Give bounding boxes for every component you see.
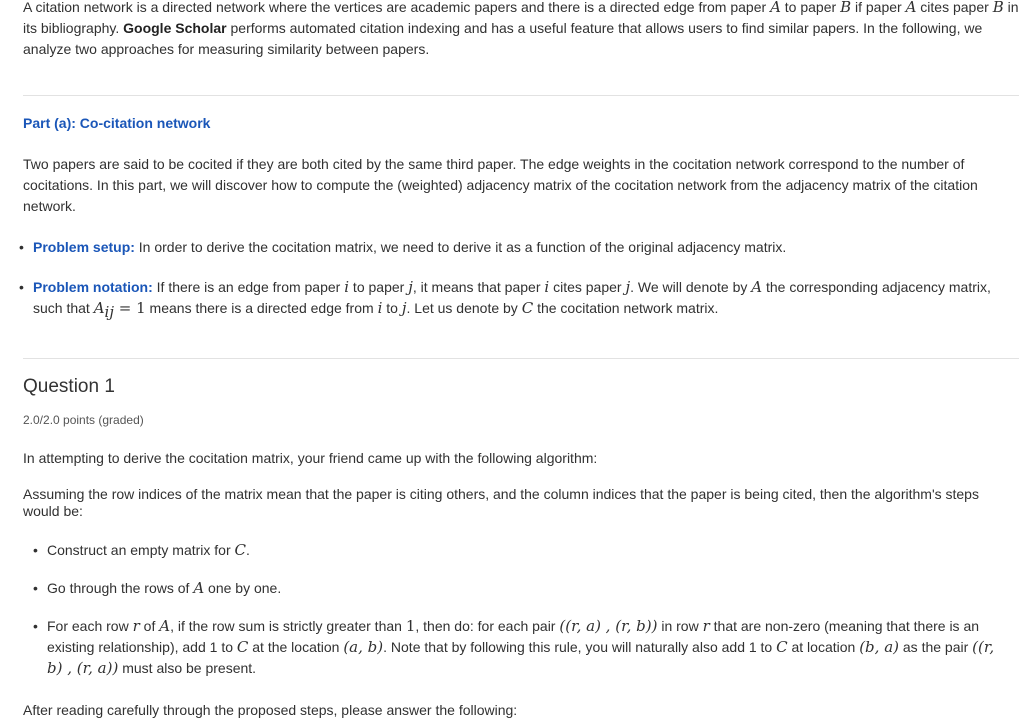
divider [23, 95, 1019, 96]
question-intro: In attempting to derive the cocitation matrix, your friend came up with the following algorithm: [23, 450, 598, 466]
bullet-icon: • [19, 279, 24, 295]
bullet-icon: • [19, 239, 24, 255]
google-scholar-label: Google Scholar [123, 20, 227, 36]
problem-notation-label: Problem notation: [33, 279, 153, 295]
list-item: • Problem setup: In order to derive the cocitation matrix, we need to derive it as a function of the original adjacency matrix. [19, 237, 1009, 258]
problem-setup-label: Problem setup: [33, 239, 135, 255]
question-assumption: Assuming the row indices of the matrix mean that the paper is citing others, and the column indices that the paper is being cited, then the algorithm's steps would be: [23, 486, 979, 519]
math-B: B [840, 0, 852, 16]
part-a-bullets [19, 237, 1009, 258]
question-points: 2.0/2.0 points (graded) [23, 413, 144, 427]
intro-paragraph: A citation network is a directed network where the vertices are academic papers and there is a directed edge from paper A to paper B if paper A cites paper B in its bibliography. Google Scholar performs automated citation indexing and has a useful feature that allows users to find similar papers. In the following, we analyze two approaches for measuring similarity between papers. [23, 0, 1019, 57]
math-B: B [992, 0, 1004, 16]
bullet-icon: • [33, 618, 38, 634]
divider [23, 358, 1019, 359]
part-a-description: Two papers are said to be cocited if they are both cited by the same third paper. The edge weights in the cocitation network correspond to the number of cocitations. In this part, we will discover how to compute the (weighted) adjacency matrix of the cocitation network from the adjacency matrix of the citation network. [23, 156, 978, 214]
part-a-heading: Part (a): Co-citation network [23, 115, 211, 131]
bullet-icon: • [33, 542, 38, 558]
list-item: • Construct an empty matrix for C. [33, 541, 250, 559]
list-item: • For each row r of A, if the row sum is strictly greater than 1, then do: for each pair ((r, a) , (r, b)) in row r that are non-zero (meaning that there is an existing relationship), add 1 to C at the location (a, b). Note that by following this rule, you will naturally also add 1 to C at location (b, a) as the pair ((r, b) , (r, a)) must also be present. [33, 617, 995, 677]
part-a-notation [19, 277, 999, 323]
algorithm-steps [33, 540, 1009, 679]
math-A: A [905, 0, 917, 16]
intro-text: A citation network is a directed network where the vertices are academic papers and there is a directed edge from paper [23, 0, 771, 15]
bullet-icon: • [33, 580, 38, 596]
math-A: A [770, 0, 781, 16]
list-item: • Problem notation: If there is an edge from paper i to paper j, it means that paper i cites paper j. We will denote by A the corresponding adjacency matrix, such that $A_{ij} = 1$ means there is a directed edge from i to j. Let us denote by C the cocitation network matrix. [19, 278, 991, 321]
question-title: Question 1 [23, 376, 115, 397]
list-item: • Go through the rows of A one by one. [33, 579, 282, 597]
question-after: After reading carefully through the proposed steps, please answer the following: [23, 702, 518, 718]
